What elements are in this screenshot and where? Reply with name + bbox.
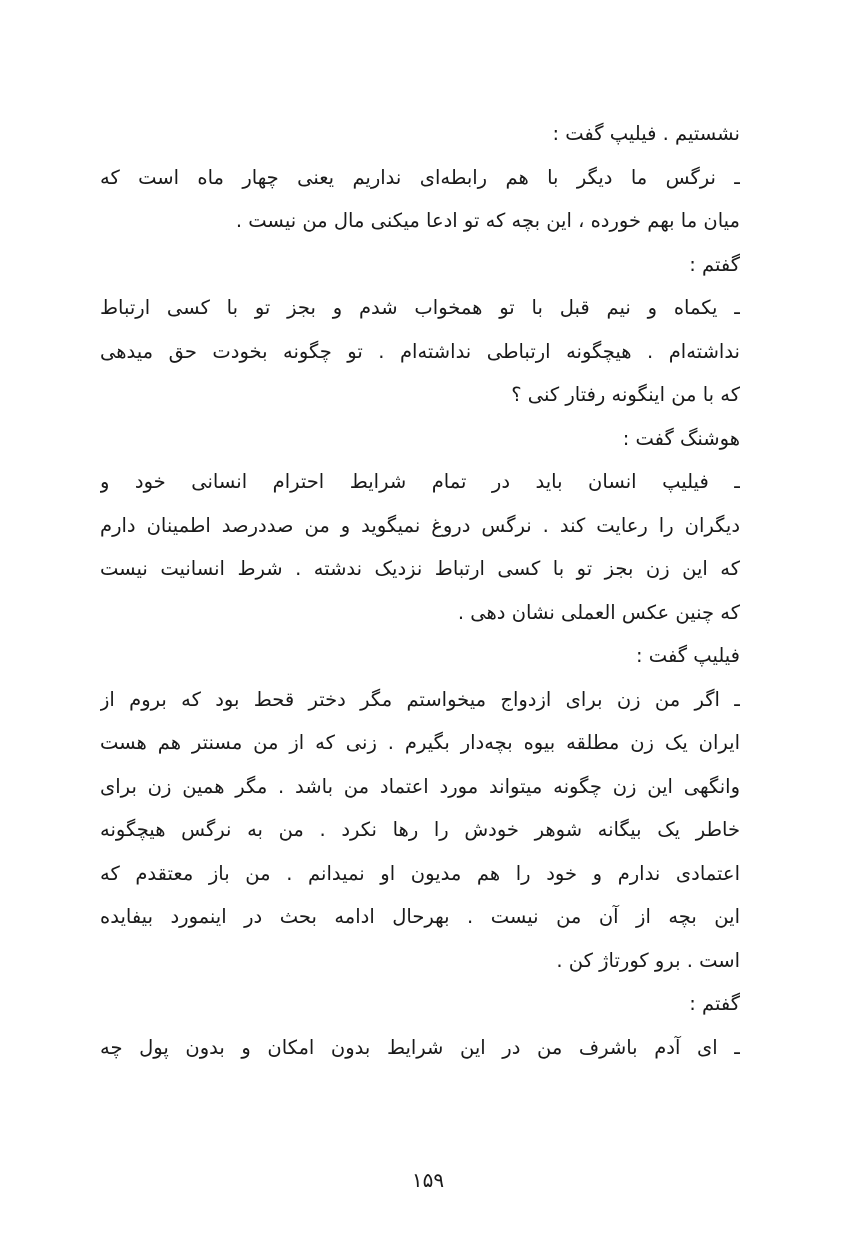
text-line: ـ فیلیپ انسان باید در تمام شرایط احترام انسانی خود و: [100, 470, 740, 493]
text-line: ـ اگر من زن برای ازدواج میخواستم مگر دختر قحط بود که بروم از: [100, 687, 740, 711]
text-line: خاطر یک بیگانه شوهر خودش را رها نکرد . من به نرگس هیچگونه: [100, 818, 740, 841]
text-line: ـ نرگس ما دیگر با هم رابطه‌ای نداریم یعنی چهار ماه است که: [100, 165, 740, 189]
text-line: که چنین عکس العملی نشان دهی .: [457, 600, 740, 624]
text-line: هوشنگ گفت :: [622, 426, 740, 450]
text-line: که این زن بجز تو با کسی ارتباط نزدیک ندشته . شرط انسانیت نیست: [100, 557, 740, 580]
page-number: ۱۵۹: [411, 1168, 445, 1192]
text-line: نشستیم . فیلیپ گفت :: [552, 122, 740, 145]
text-line: اعتمادی ندارم و خود را هم مدیون او نمیدانم . من باز معتقدم که: [100, 861, 740, 885]
text-line: وانگهی این زن چگونه میتواند مورد اعتماد من باشد . مگر همین زن برای: [100, 774, 740, 798]
text-line: ـ یکماه و نیم قبل با تو همخواب شدم و بجز تو با کسی ارتباط: [100, 296, 740, 319]
text-line: که با من اینگونه رفتار کنی ؟: [511, 383, 740, 406]
text-line: نداشته‌ام . هیچگونه ارتباطی نداشته‌ام . تو چگونه بخودت حق میدهی: [100, 339, 740, 363]
text-line: فیلیپ گفت :: [636, 644, 740, 667]
text-line: میان ما بهم خورده ، این بچه که تو ادعا میکنی مال من نیست .: [235, 209, 740, 232]
text-line: است . برو کورتاژ کن .: [556, 948, 740, 972]
text-line: گفتم :: [689, 252, 740, 276]
text-line: ایران یک زن مطلقه بیوه بچه‌دار بگیرم . زنی که از من مسنتر هم هست: [100, 731, 740, 754]
text-line: ـ ای آدم باشرف من در این شرایط بدون امکان و بدون پول چه: [100, 1035, 740, 1059]
body-text: [100, 112, 740, 1069]
text-line: گفتم :: [689, 992, 740, 1015]
text-line: دیگران را رعایت کند . نرگس دروغ نمیگوید و من صددرصد اطمینان دارم: [100, 513, 740, 537]
text-line: این بچه از آن من نیست . بهرحال ادامه بحث در اینمورد بیفایده: [100, 905, 740, 928]
